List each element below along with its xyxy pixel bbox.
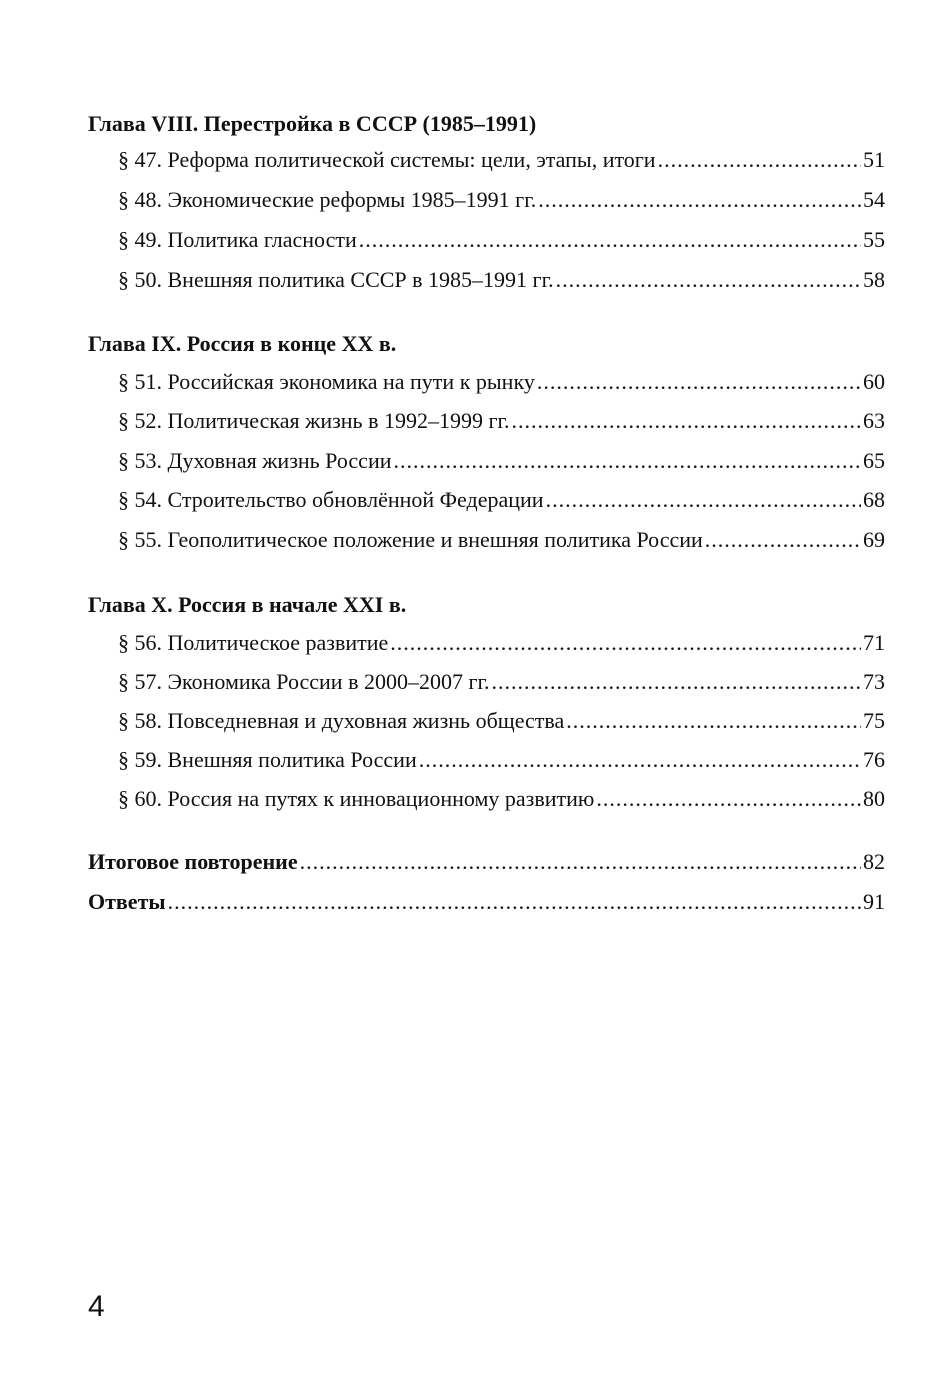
dot-leader [658,146,861,174]
entry-label: § 58. Повседневная и духовная жизнь общества [118,708,565,733]
dot-leader [359,226,861,254]
dot-leader [390,629,861,657]
dot-leader [394,447,862,475]
dot-leader [168,888,861,916]
entry-label: § 55. Геополитическое положение и внешняя политика России [118,527,703,552]
entry-label: § 54. Строительство обновлённой Федерации [118,487,544,512]
entry-page: 75 [863,708,885,733]
dot-leader [705,526,861,554]
entry-page: 60 [863,369,885,394]
entry-label: Итоговое повторение [88,849,298,874]
dot-leader [512,407,861,435]
entry-label: § 53. Духовная жизнь России [118,448,392,473]
entry-label: § 52. Политическая жизнь в 1992–1999 гг. [118,408,510,433]
entry-label: § 60. Россия на путях к инновационному развитию [118,786,595,811]
entry-page: 76 [863,747,885,772]
chapter-title: Глава X. Россия в начале XXI в. [88,592,407,617]
chapter-title: Глава VIII. Перестройка в СССР (1985–1991) [88,111,537,136]
dot-leader [546,486,861,514]
dot-leader [596,785,861,813]
toc-entry [118,407,885,435]
dot-leader [538,186,861,214]
entry-page: 51 [863,147,885,172]
toc-entry [118,447,885,475]
entry-page: 54 [863,187,885,212]
entry-page: 68 [863,487,885,512]
entry-label: § 49. Политика гласности [118,227,357,252]
entry-label: § 51. Российская экономика на пути к рынку [118,369,535,394]
entry-page: 91 [863,889,885,914]
entry-label: § 48. Экономические реформы 1985–1991 гг. [118,187,537,212]
entry-label: § 47. Реформа политической системы: цели, этапы, итоги [118,147,656,172]
entry-page: 69 [863,527,885,552]
toc-entry [118,785,885,813]
entry-label: § 56. Политическое развитие [118,630,389,655]
toc-entry-answers [88,888,885,916]
dot-leader [492,668,861,696]
entry-label: § 57. Экономика России в 2000–2007 гг. [118,669,490,694]
entry-page: 80 [863,786,885,811]
entry-label: § 50. Внешняя политика СССР в 1985–1991 гг. [118,267,554,292]
entry-page: 71 [863,630,885,655]
dot-leader [556,266,861,294]
toc-entry [118,486,885,514]
dot-leader [566,707,861,735]
entry-page: 82 [863,849,885,874]
toc-entry [118,146,885,174]
toc-entry [118,526,885,554]
toc-entry [118,266,885,294]
chapter-heading [88,591,406,619]
chapter-title: Глава IX. Россия в конце XX в. [88,331,397,356]
entry-page: 65 [863,448,885,473]
entry-page: 63 [863,408,885,433]
dot-leader [419,746,861,774]
entry-page: 73 [863,669,885,694]
page-number: 4 [88,1290,105,1323]
toc-entry [118,368,885,396]
chapter-heading [88,110,536,138]
toc-entry [118,226,885,254]
entry-page: 58 [863,267,885,292]
chapter-heading [88,330,396,358]
dot-leader [537,368,861,396]
toc-entry [118,746,885,774]
toc-entry [118,629,885,657]
entry-label: § 59. Внешняя политика России [118,747,417,772]
entry-page: 55 [863,227,885,252]
dot-leader [300,848,861,876]
toc-entry [118,707,885,735]
toc-entry [118,186,885,214]
toc-entry-final-review [88,848,885,876]
entry-label: Ответы [88,889,166,914]
toc-entry [118,668,885,696]
